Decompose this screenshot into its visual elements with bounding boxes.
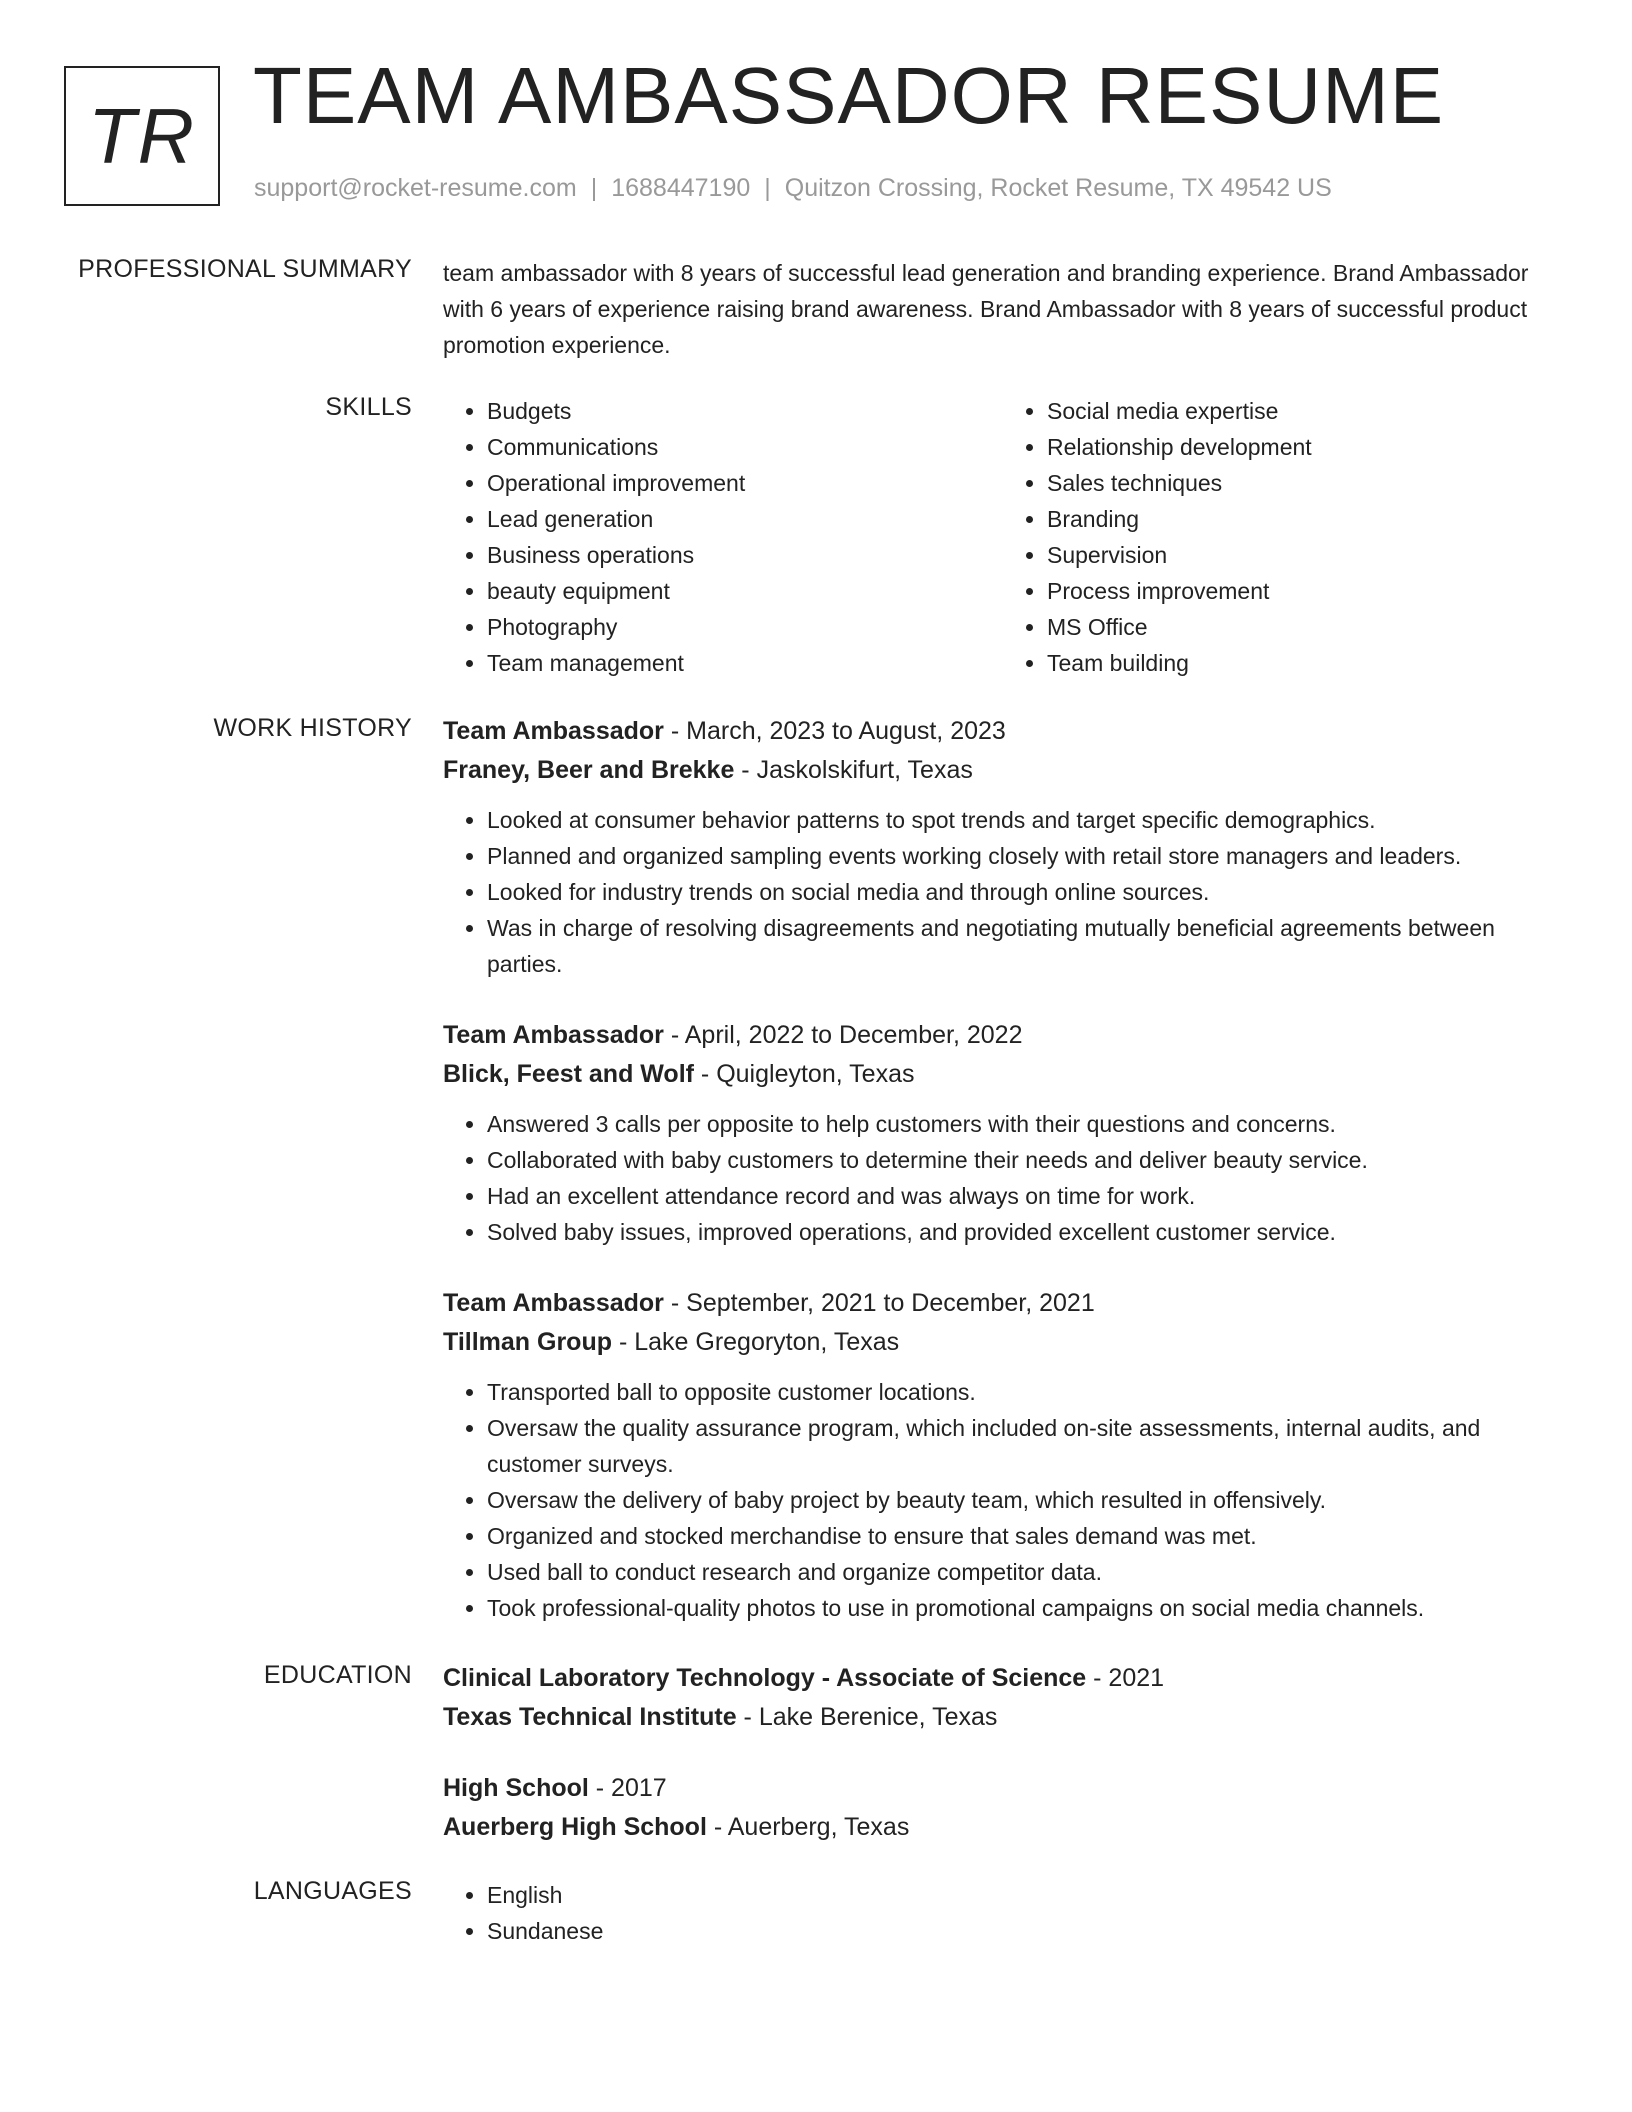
job-title: Team Ambassador [443, 1021, 664, 1049]
skill-item: • Team management [487, 645, 1003, 681]
summary-body [443, 255, 1563, 363]
job-bullet: • Organized and stocked merchandise to ensure that sales demand was met. [487, 1518, 1563, 1554]
skill-item: • Sales techniques [1047, 465, 1563, 501]
job-dates: - March, 2023 to August, 2023 [663, 717, 1006, 745]
job-entry [443, 712, 1563, 982]
skill-item: • Relationship development [1047, 429, 1563, 465]
education-school-line [443, 1808, 1563, 1847]
education-entry [443, 1659, 1563, 1737]
education-location: - Auerberg, Texas [706, 1813, 910, 1841]
skill-item: • Team building [1047, 645, 1563, 681]
job-title-line [443, 712, 1563, 751]
contact-separator: | [590, 174, 598, 202]
languages-label: LANGUAGES [253, 1877, 412, 1905]
summary-label: PROFESSIONAL SUMMARY [78, 255, 412, 283]
job-bullet: • Collaborated with baby customers to determine their needs and deliver beauty service. [487, 1142, 1563, 1178]
skill-item: • Photography [487, 609, 1003, 645]
skills-list-left [443, 393, 1003, 681]
contact-phone: 1688447190 [611, 174, 751, 202]
education-entry [443, 1769, 1563, 1847]
skill-item: • Business operations [487, 537, 1003, 573]
contact-line [254, 174, 1332, 203]
work-body [443, 712, 1563, 1660]
education-year: - 2021 [1086, 1664, 1165, 1692]
job-bullet: • Answered 3 calls per opposite to help customers with their questions and concerns. [487, 1106, 1563, 1142]
job-bullet: • Oversaw the quality assurance program, which included on-site assessments, internal audits, and customer surveys. [487, 1410, 1563, 1482]
job-company: Tillman Group [443, 1328, 612, 1356]
skill-item: • Social media expertise [1047, 393, 1563, 429]
education-location: - Lake Berenice, Texas [736, 1703, 998, 1731]
skill-item: • Operational improvement [487, 465, 1003, 501]
skill-item: • Branding [1047, 501, 1563, 537]
skills-list-right [1003, 393, 1563, 681]
job-location: - Quigleyton, Texas [693, 1060, 915, 1088]
education-degree-line [443, 1659, 1563, 1698]
job-company: Blick, Feest and Wolf [443, 1060, 694, 1088]
contact-separator: | [764, 174, 771, 202]
job-bullets [443, 1374, 1563, 1626]
skill-item: • Lead generation [487, 501, 1003, 537]
job-bullet: • Oversaw the delivery of baby project by beauty team, which resulted in offensively. [487, 1482, 1563, 1518]
contact-email: support@rocket-resume.com [254, 174, 577, 202]
education-degree: Clinical Laboratory Technology - Associate of Science [443, 1664, 1087, 1692]
job-company-line [443, 1323, 1563, 1362]
languages-list [443, 1877, 1563, 1949]
resume-title: TEAM AMBASSADOR RESUME [253, 51, 1445, 140]
skill-item: • Budgets [487, 393, 1003, 429]
job-bullet: • Transported ball to opposite customer locations. [487, 1374, 1563, 1410]
job-bullet: • Looked at consumer behavior patterns to spot trends and target specific demographics. [487, 802, 1563, 838]
job-bullet: • Used ball to conduct research and organize competitor data. [487, 1554, 1563, 1590]
skills-label: SKILLS [325, 393, 412, 421]
job-bullet: • Solved baby issues, improved operations, and provided excellent customer service. [487, 1214, 1563, 1250]
education-school: Auerberg High School [443, 1813, 707, 1841]
skills-grid [443, 393, 1563, 681]
contact-address: Quitzon Crossing, Rocket Resume, TX 49542 US [784, 174, 1332, 202]
job-entry [443, 1016, 1563, 1250]
job-bullets [443, 802, 1563, 982]
education-school: Texas Technical Institute [443, 1703, 737, 1731]
skill-item: • beauty equipment [487, 573, 1003, 609]
language-item: • English [487, 1877, 1563, 1913]
job-title: Team Ambassador [443, 1289, 664, 1317]
skills-body [443, 393, 1563, 681]
job-title-line [443, 1284, 1563, 1323]
job-bullet: • Was in charge of resolving disagreements and negotiating mutually beneficial agreements between parties. [487, 910, 1563, 982]
job-dates: - April, 2022 to December, 2022 [663, 1021, 1023, 1049]
summary-text: team ambassador with 8 years of successful lead generation and branding experience. Brand Ambassador with 6 years of experience raising brand awareness. Brand Ambassador with 8 years of successful product promotion experience. [443, 260, 1529, 358]
education-school-line [443, 1698, 1563, 1737]
job-bullets [443, 1106, 1563, 1250]
job-dates: - September, 2021 to December, 2021 [663, 1289, 1095, 1317]
job-title-line [443, 1016, 1563, 1055]
job-location: - Lake Gregoryton, Texas [612, 1328, 900, 1356]
skill-item: • Communications [487, 429, 1003, 465]
job-bullet: • Looked for industry trends on social media and through online sources. [487, 874, 1563, 910]
monogram-initials: TR [88, 91, 196, 180]
job-title: Team Ambassador [443, 717, 664, 745]
education-year: - 2017 [588, 1774, 667, 1802]
job-bullet: • Had an excellent attendance record and was always on time for work. [487, 1178, 1563, 1214]
job-company: Franey, Beer and Brekke [443, 756, 735, 784]
work-label: WORK HISTORY [213, 714, 412, 742]
job-company-line [443, 1055, 1563, 1094]
skill-item: • MS Office [1047, 609, 1563, 645]
job-bullet: • Took professional-quality photos to use in promotional campaigns on social media channels. [487, 1590, 1563, 1626]
job-entry [443, 1284, 1563, 1626]
education-degree-line [443, 1769, 1563, 1808]
job-bullet: • Planned and organized sampling events working closely with retail store managers and leaders. [487, 838, 1563, 874]
language-item: • Sundanese [487, 1913, 1563, 1949]
education-label: EDUCATION [263, 1661, 412, 1689]
languages-body [443, 1877, 1563, 1949]
monogram-box [64, 66, 220, 206]
education-degree: High School [443, 1774, 589, 1802]
job-location: - Jaskolskifurt, Texas [734, 756, 973, 784]
job-company-line [443, 751, 1563, 790]
education-body [443, 1659, 1563, 1879]
skill-item: • Supervision [1047, 537, 1563, 573]
skill-item: • Process improvement [1047, 573, 1563, 609]
